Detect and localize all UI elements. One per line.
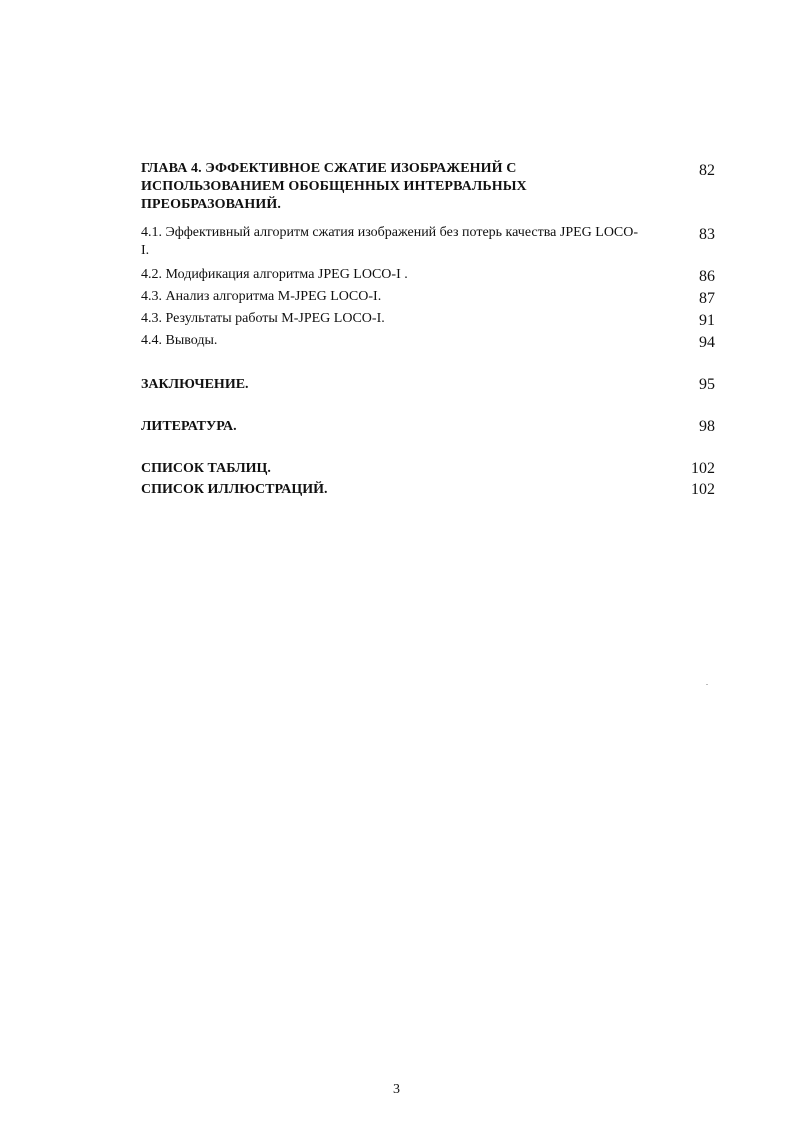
toc-entry-section xyxy=(141,310,715,332)
toc-entry-page: 102 xyxy=(691,460,715,477)
toc-entry-illustrations xyxy=(141,479,715,500)
toc-entry-page: 98 xyxy=(699,418,715,435)
toc-entry-title: 4.3. Анализ алгоритма M-JPEG LOCO-I. xyxy=(141,289,382,304)
toc-entry-page: 86 xyxy=(699,268,715,285)
toc-entry-page: 83 xyxy=(699,226,715,243)
toc-entry-section xyxy=(141,288,715,310)
toc-entry-page: 95 xyxy=(699,376,715,393)
table-of-contents xyxy=(141,160,715,500)
toc-entry-chapter-4 xyxy=(141,160,715,214)
toc-entry-section xyxy=(141,224,715,260)
toc-entry-title: ЗАКЛЮЧЕНИЕ. xyxy=(141,377,249,392)
toc-entry-title: ГЛАВА 4. ЭФФЕКТИВНОЕ СЖАТИЕ ИЗОБРАЖЕНИЙ С ИСПОЛЬЗОВАНИЕМ ОБОБЩЕННЫХ ИНТЕРВАЛЬНЫХ ПРЕОБРАЗОВАНИЙ. xyxy=(141,161,527,212)
toc-entry-title: 4.1. Эффективный алгоритм сжатия изображений без потерь качества JPEG LOCO-I. xyxy=(141,225,639,258)
toc-entry-page: 102 xyxy=(691,481,715,498)
scan-speck xyxy=(706,684,708,685)
page-number: 3 xyxy=(393,1082,400,1097)
toc-entry-title: 4.4. Выводы. xyxy=(141,333,218,348)
toc-entry-conclusion xyxy=(141,374,715,395)
toc-entry-tables xyxy=(141,458,715,479)
toc-entry-section xyxy=(141,266,715,288)
toc-entry-section xyxy=(141,332,715,354)
toc-entry-page: 82 xyxy=(699,162,715,179)
toc-entry-title: СПИСОК ИЛЛЮСТРАЦИЙ. xyxy=(141,482,328,497)
toc-entry-title: СПИСОК ТАБЛИЦ. xyxy=(141,461,271,476)
toc-entry-title: 4.3. Результаты работы M-JPEG LOCO-I. xyxy=(141,311,385,326)
toc-entry-page: 91 xyxy=(699,312,715,329)
toc-entry-page: 87 xyxy=(699,290,715,307)
toc-entry-title: ЛИТЕРАТУРА. xyxy=(141,419,237,434)
toc-entry-literature xyxy=(141,416,715,437)
toc-entry-title: 4.2. Модификация алгоритма JPEG LOCO-I . xyxy=(141,267,408,282)
toc-entry-page: 94 xyxy=(699,334,715,351)
